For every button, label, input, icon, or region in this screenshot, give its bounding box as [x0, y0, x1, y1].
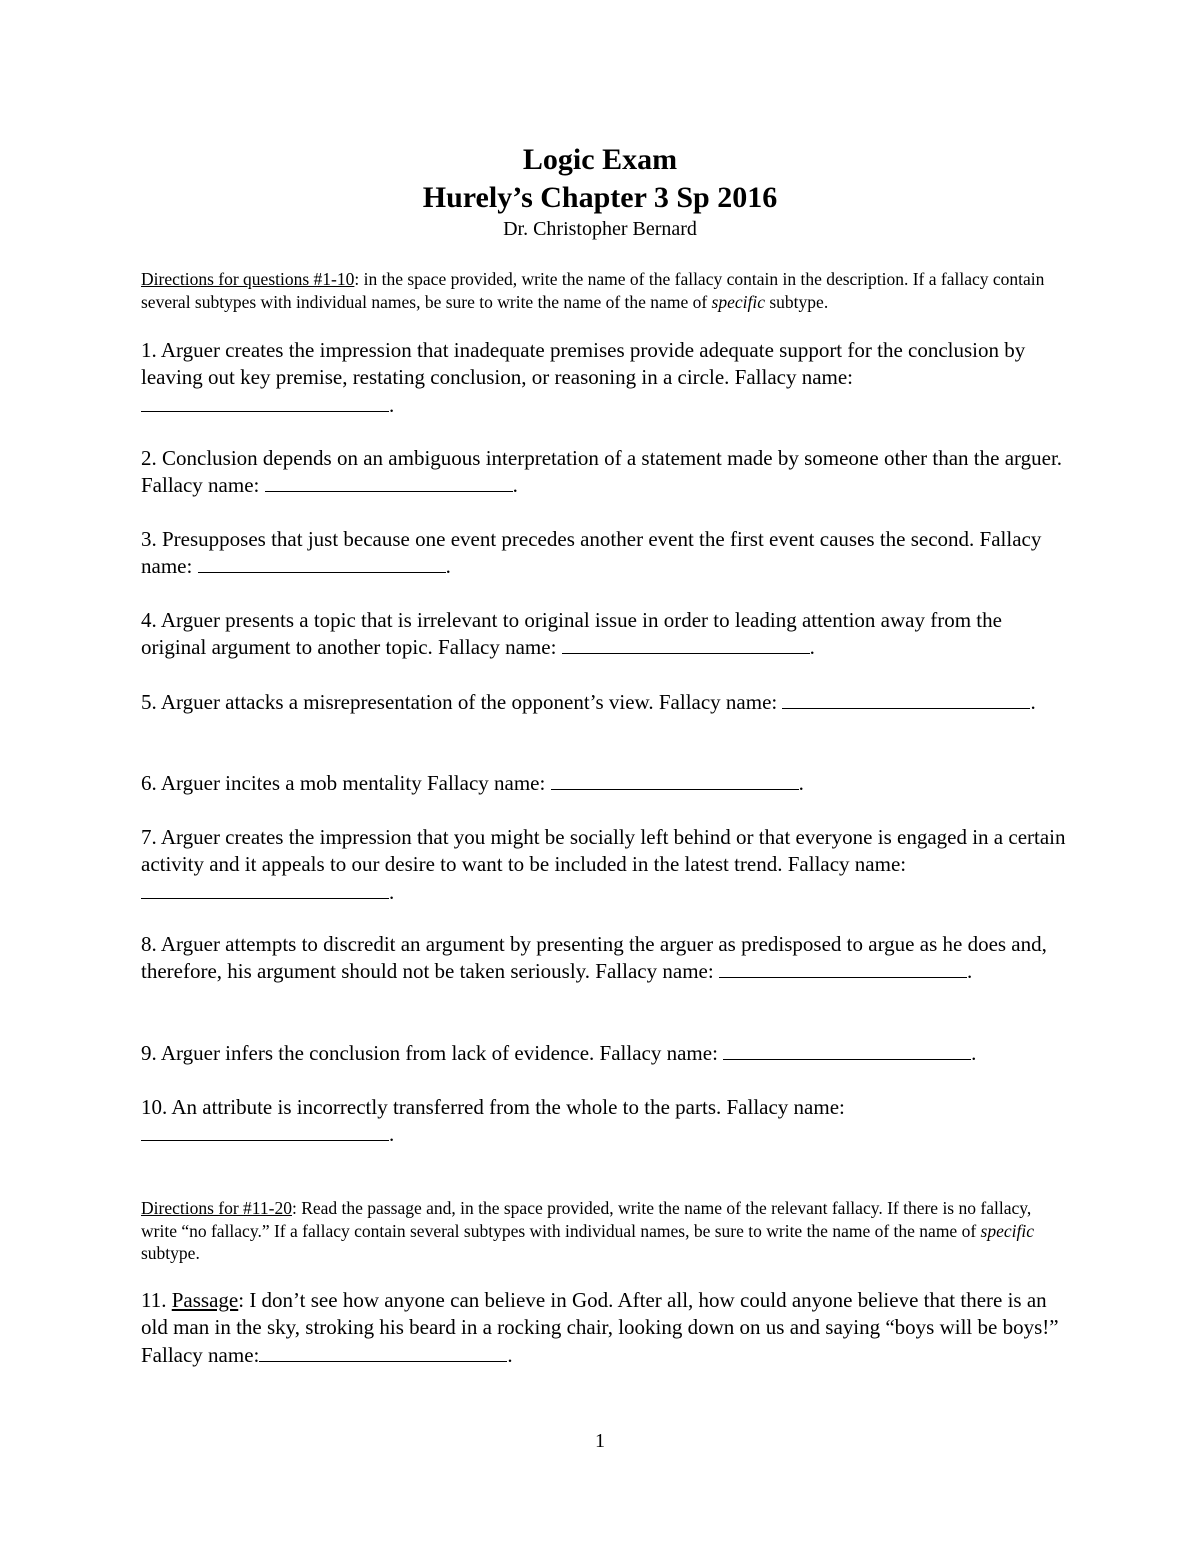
- page-title: Logic Exam: [522, 143, 678, 176]
- answer-blank[interactable]: [141, 1122, 389, 1141]
- directions-11-20: [141, 1197, 1066, 1265]
- directions-text: : in the space provided, write the name of the fallacy contain in the description. If a fallacy contain several subtypes with individual names, be sure to write the name of the name of: [141, 269, 1045, 312]
- directions-text: : Read the passage and, in the space provided, write the name of the relevant fallacy. If there is no fallacy, write “no fallacy.” If a fallacy contain several subtypes with individual names, be sure to write the name of the name of: [141, 1198, 1032, 1241]
- answer-blank[interactable]: [265, 473, 513, 492]
- question-end: .: [966, 959, 973, 984]
- author-name: Dr. Christopher Bernard: [503, 218, 697, 240]
- page-number: 1: [595, 1430, 605, 1452]
- answer-blank[interactable]: [562, 635, 810, 654]
- question-end: .: [971, 1041, 977, 1065]
- question-10: [141, 1094, 1066, 1149]
- fallacy-label: Fallacy name:: [141, 1342, 260, 1367]
- directions-text-end: subtype.: [141, 1243, 200, 1263]
- directions-1-10: [141, 268, 1066, 313]
- question-text: 5. Arguer attacks a misrepresentation of the opponent’s view. Fallacy name:: [141, 690, 783, 714]
- question-text: 9. Arguer infers the conclusion from lack of evidence. Fallacy name:: [141, 1041, 724, 1065]
- question-end: .: [389, 1122, 395, 1147]
- passage-text: : I don’t see how anyone can believe in God. After all, how could anyone believe that there is an old man in the sky, stroking his beard in a rocking chair, looking down on us and saying “boys will be boys!”: [141, 1288, 1059, 1340]
- question-8: [141, 931, 1066, 986]
- question-end: .: [445, 554, 451, 579]
- answer-blank[interactable]: [719, 959, 967, 978]
- question-9: [141, 1040, 1066, 1067]
- question-11: [141, 1287, 1066, 1369]
- question-7: [141, 824, 1066, 906]
- answer-blank[interactable]: [782, 690, 1030, 709]
- question-3: [141, 526, 1066, 581]
- question-number: 11.: [141, 1288, 172, 1312]
- answer-blank[interactable]: [141, 393, 389, 412]
- answer-blank[interactable]: [551, 771, 799, 790]
- question-text: 8. Arguer attempts to discredit an argument by presenting the arguer as predisposed to argue as he does and, therefore, his argument should not be taken seriously. Fallacy name:: [141, 932, 1047, 984]
- answer-blank[interactable]: [198, 554, 446, 573]
- directions-label: Directions for #11-20: [141, 1198, 292, 1218]
- question-end: .: [798, 771, 804, 795]
- question-end: .: [507, 1342, 513, 1367]
- directions-emphasis: specific: [711, 291, 765, 312]
- question-end: .: [512, 473, 518, 498]
- answer-blank[interactable]: [141, 880, 389, 899]
- question-text: 3. Presupposes that just because one event precedes another event the first event causes the second. Fallacy name:: [141, 527, 1042, 579]
- answer-blank[interactable]: [259, 1343, 507, 1362]
- question-text: 6. Arguer incites a mob mentality Fallacy name:: [141, 771, 551, 795]
- answer-blank[interactable]: [723, 1041, 971, 1060]
- question-end: .: [389, 879, 395, 904]
- directions-text-end: subtype.: [765, 291, 829, 312]
- question-5: [141, 689, 1066, 716]
- directions-label: Directions for questions #1-10: [141, 269, 355, 289]
- question-end: .: [809, 635, 815, 660]
- question-end: .: [1030, 690, 1036, 714]
- question-end: .: [389, 392, 395, 417]
- directions-emphasis: specific: [980, 1220, 1034, 1241]
- question-4: [141, 607, 1066, 662]
- passage-label: Passage: [171, 1288, 239, 1312]
- question-2: [141, 445, 1066, 500]
- question-1: [141, 337, 1066, 419]
- question-text: 4. Arguer presents a topic that is irrelevant to original issue in order to leading attention away from the original argument to another topic. Fallacy name:: [141, 608, 1002, 660]
- page-subtitle: Hurely’s Chapter 3 Sp 2016: [422, 181, 778, 214]
- question-text: 10. An attribute is incorrectly transferred from the whole to the parts. Fallacy name:: [141, 1095, 845, 1119]
- question-text: 7. Arguer creates the impression that you might be socially left behind or that everyone is engaged in a certain activity and it appeals to our desire to want to be included in the latest trend. Fallacy name:: [141, 825, 1066, 877]
- question-6: [141, 770, 1066, 797]
- question-text: 1. Arguer creates the impression that inadequate premises provide adequate support for the conclusion by leaving out key premise, restating conclusion, or reasoning in a circle. Fallacy name:: [141, 338, 1026, 390]
- question-text: 2. Conclusion depends on an ambiguous interpretation of a statement made by someone other than the arguer. Fallacy name:: [141, 446, 1063, 498]
